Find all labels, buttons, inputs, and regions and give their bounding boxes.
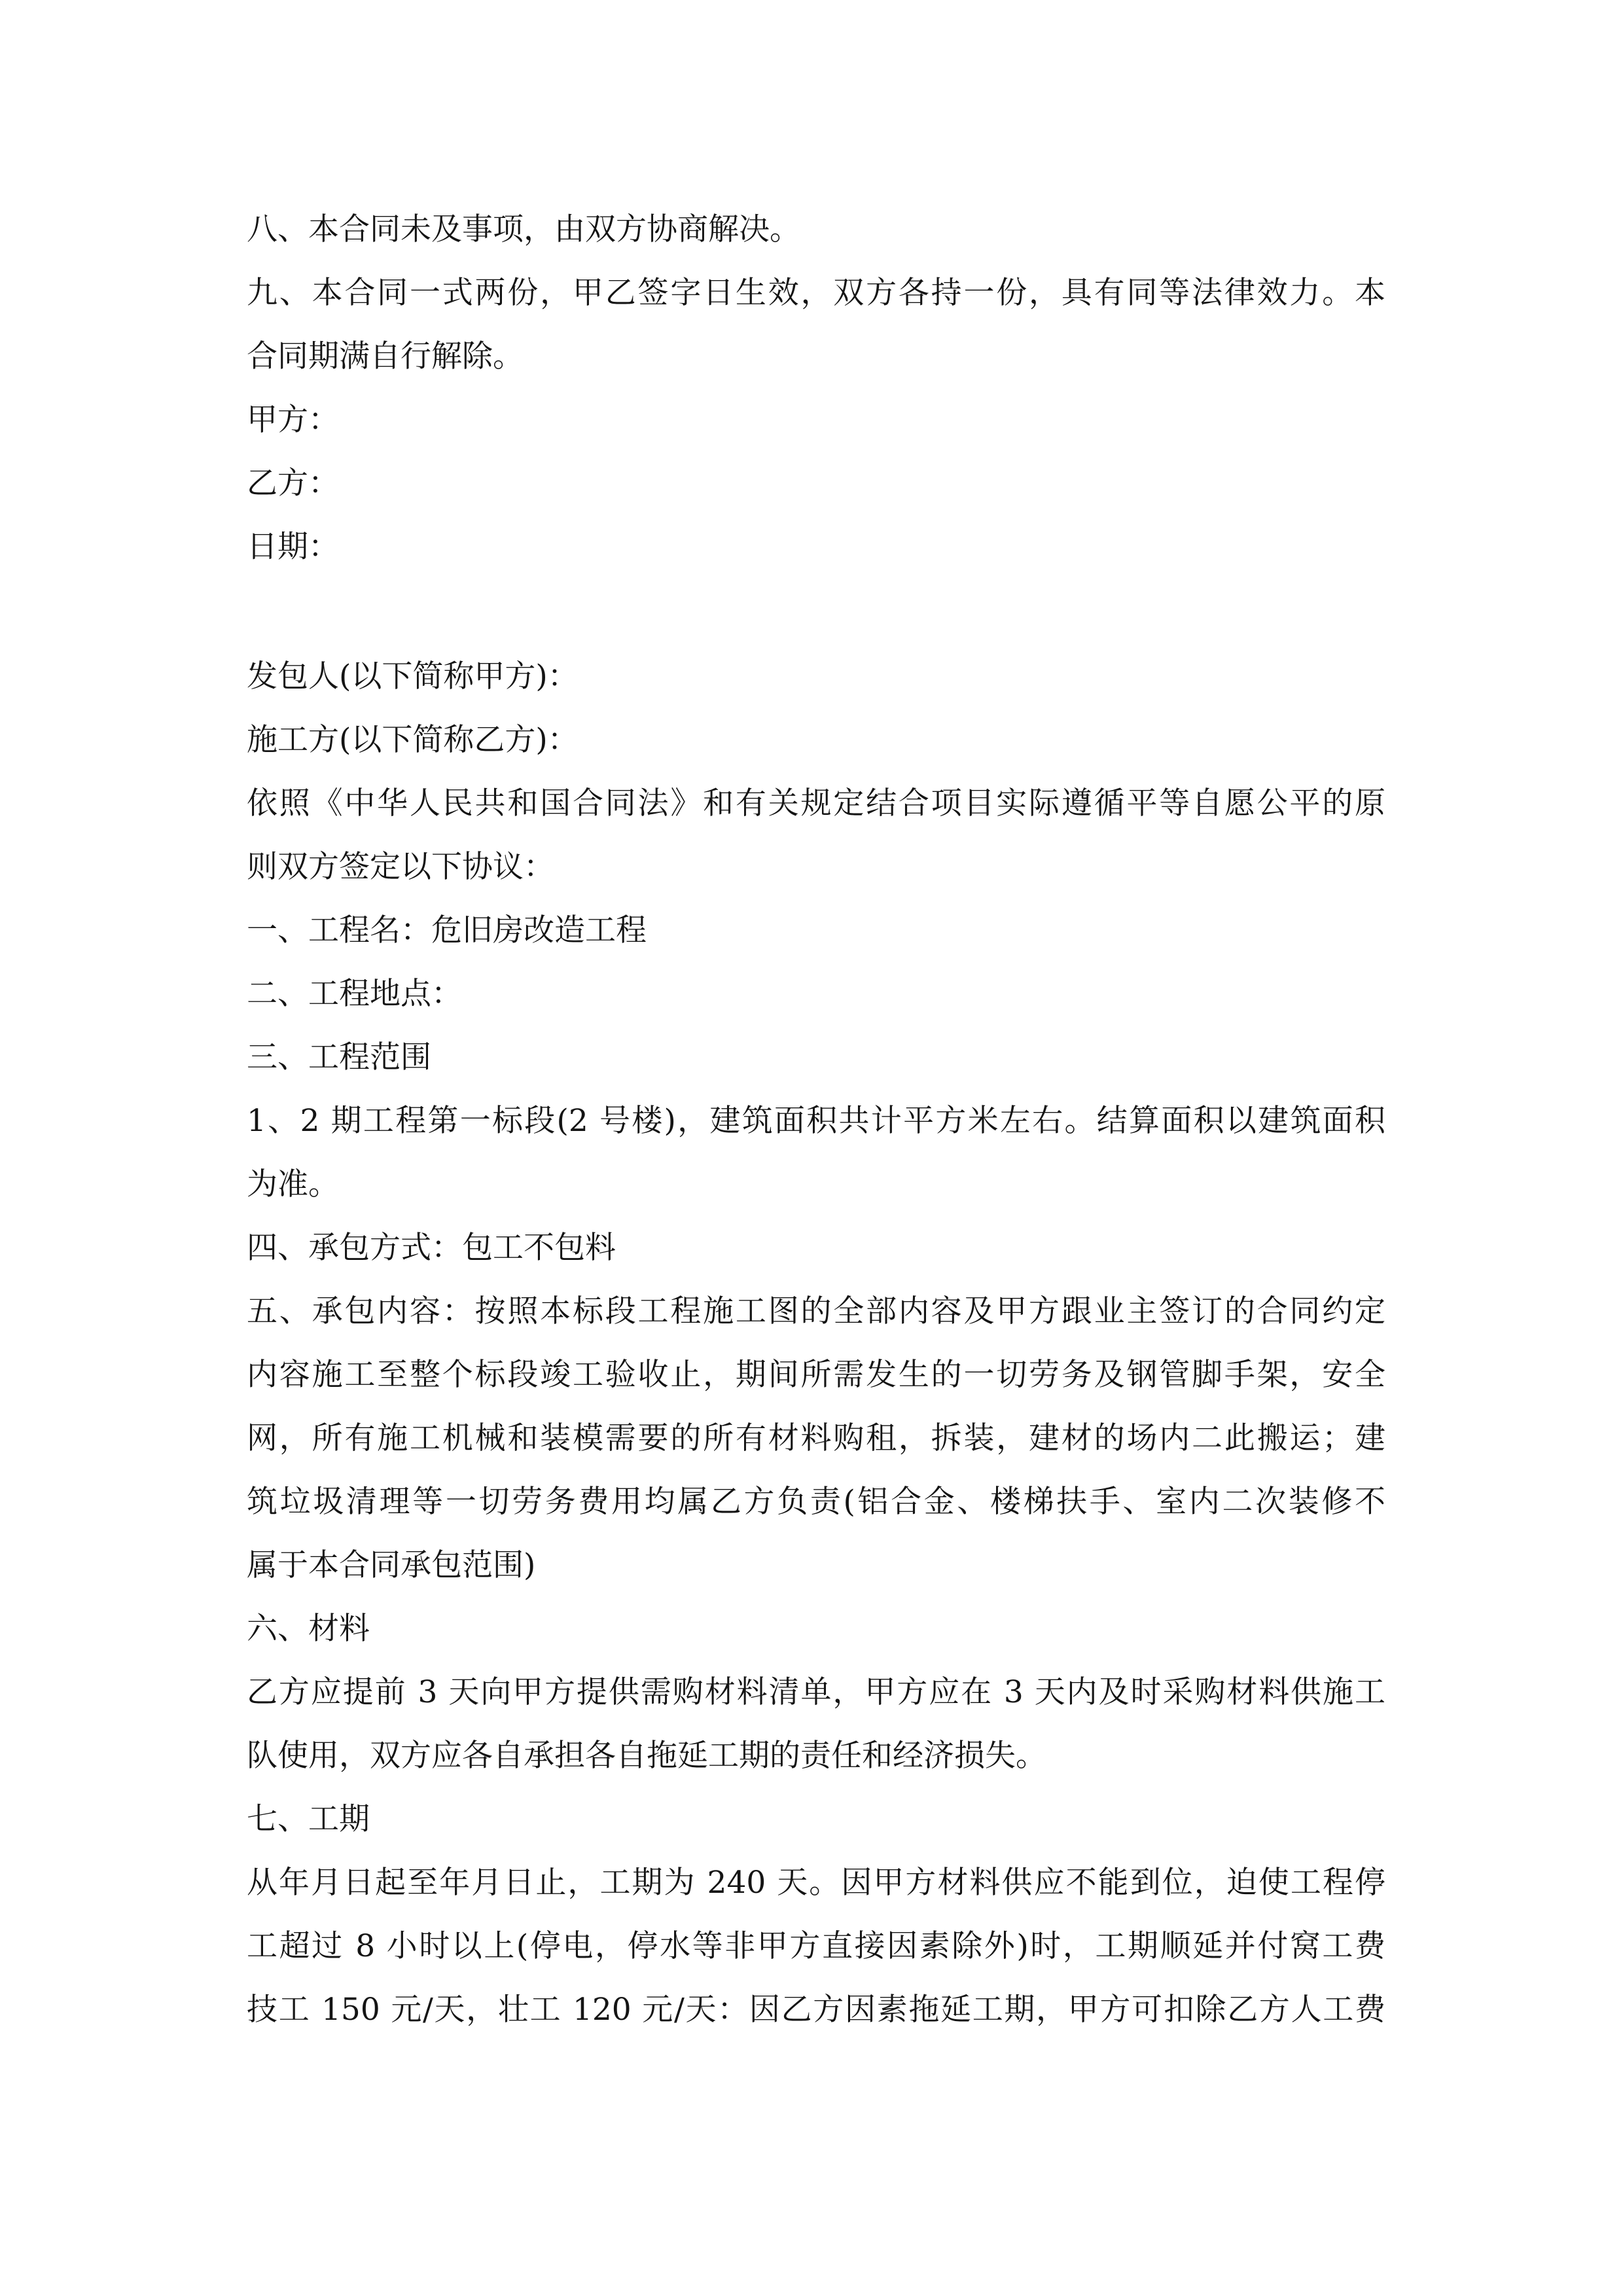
date-label: 日期：: [247, 529, 339, 565]
contract-content-line-5: 属于本合同承包范围): [247, 1547, 536, 1583]
project-name-line: 一、工程名：危旧房改造工程: [247, 912, 647, 948]
clause-nine-line-1: 九、本合同一式两份，甲乙签字日生效，双方各持一份，具有同等法律效力。本: [247, 275, 1385, 311]
schedule-line-3: 技工 150 元/天，壮工 120 元/天：因乙方因素拖延工期，甲方可扣除乙方人工费: [247, 1992, 1385, 2028]
contract-closing-section: [247, 198, 1385, 579]
schedule-heading: 七、工期: [247, 1801, 370, 1837]
project-scope-heading: 三、工程范围: [247, 1039, 431, 1075]
contractor-line: 施工方(以下简称乙方)：: [247, 722, 579, 758]
project-location-line: 二、工程地点：: [247, 976, 462, 1012]
contract-content-line-2: 内容施工至整个标段竣工验收止，期间所需发生的一切劳务及钢管脚手架，安全: [247, 1357, 1385, 1393]
schedule-line-1: 从年月日起至年月日止，工期为 240 天。因甲方材料供应不能到位，迫使工程停: [247, 1865, 1385, 1901]
contract-method-line: 四、承包方式：包工不包料: [247, 1230, 616, 1266]
scope-item-line-1: 1、2 期工程第一标段(2 号楼)，建筑面积共计平方米左右。结算面积以建筑面积: [247, 1103, 1385, 1139]
contract-content-line-1: 五、承包内容：按照本标段工程施工图的全部内容及甲方跟业主签订的合同约定: [247, 1293, 1385, 1329]
clause-nine-line-2: 合同期满自行解除。: [247, 338, 524, 374]
preamble-line-2: 则双方签定以下协议：: [247, 849, 554, 885]
new-contract-section: [247, 645, 1385, 2041]
party-b-signature-label: 乙方：: [247, 465, 339, 501]
preamble-line-1: 依照《中华人民共和国合同法》和有关规定结合项目实际遵循平等自愿公平的原: [247, 785, 1385, 821]
clause-eight-line: 八、本合同未及事项，由双方协商解决。: [247, 211, 800, 247]
employer-line: 发包人(以下简称甲方)：: [247, 658, 579, 694]
schedule-line-2: 工超过 8 小时以上(停电，停水等非甲方直接因素除外)时，工期顺延并付窝工费: [247, 1928, 1385, 1964]
party-a-signature-label: 甲方：: [247, 402, 339, 438]
materials-line-1: 乙方应提前 3 天向甲方提供需购材料清单，甲方应在 3 天内及时采购材料供施工: [247, 1674, 1385, 1710]
contract-content-line-3: 网，所有施工机械和装模需要的所有材料购租，拆装，建材的场内二此搬运；建: [247, 1420, 1385, 1456]
contract-content-line-4: 筑垃圾清理等一切劳务费用均属乙方负责(铝合金、楼梯扶手、室内二次装修不: [247, 1484, 1385, 1520]
materials-line-2: 队使用，双方应各自承担各自拖延工期的责任和经济损失。: [247, 1738, 1046, 1774]
materials-heading: 六、材料: [247, 1611, 370, 1647]
scope-item-line-2: 为准。: [247, 1166, 339, 1202]
